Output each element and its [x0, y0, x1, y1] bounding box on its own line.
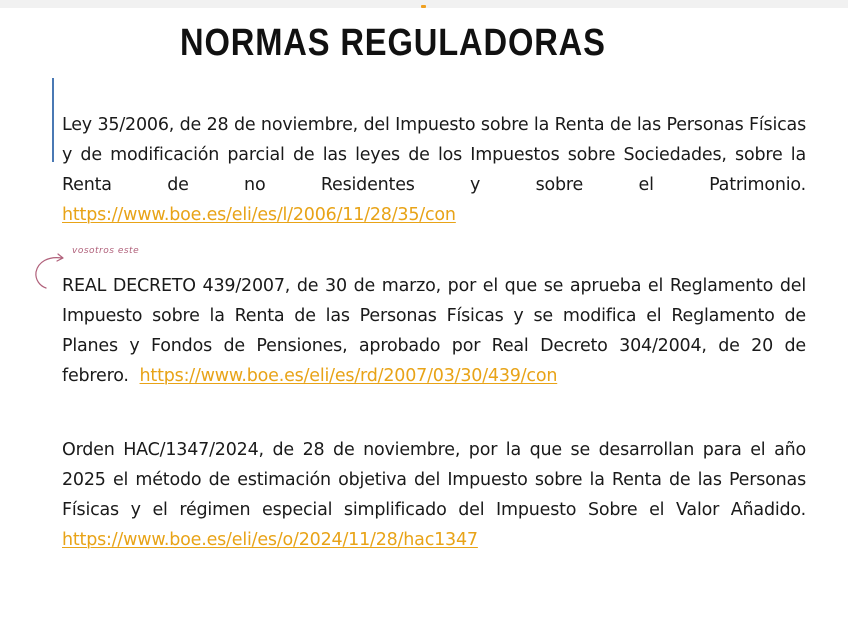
law-paragraph-ley-35-2006: [62, 110, 806, 230]
law-paragraph-orden-hac-1347-2024: [62, 435, 806, 555]
boe-link-orden-hac-1347-2024[interactable]: https://www.boe.es/eli/es/o/2024/11/28/hac1347: [62, 530, 478, 550]
law-text: REAL DECRETO 439/2007, de 30 de marzo, por el que se aprueba el Reglamento del Impuesto sobre la Renta de las Personas Físicas y se modifica el Reglamento de Planes y Fondos de Pensiones, aprobado por Real Decreto 304/2004, de 20 de febrero.: [62, 276, 806, 386]
law-paragraph-rd-439-2007: [62, 271, 806, 391]
law-text: Ley 35/2006, de 28 de noviembre, del Impuesto sobre la Renta de las Personas Físicas y de modificación parcial de las leyes de los Impuestos sobre Sociedades, sobre la Renta de no Residentes y sobre el Patrimonio.: [62, 115, 806, 195]
boe-link-ley-35-2006[interactable]: https://www.boe.es/eli/es/l/2006/11/28/35/con: [62, 205, 456, 225]
boe-link-rd-439-2007[interactable]: https://www.boe.es/eli/es/rd/2007/03/30/439/con: [139, 366, 558, 386]
law-text: Orden HAC/1347/2024, de 28 de noviembre, por la que se desarrollan para el año 2025 el método de estimación objetiva del Impuesto sobre la Renta de las Personas Físicas y el régimen especial simplificado del Impuesto Sobre el Valor Añadido.: [62, 440, 806, 520]
page-title: NORMAS REGULADORAS: [180, 22, 606, 64]
handwritten-note: vosotros este: [72, 246, 140, 256]
top-mark: [421, 5, 426, 8]
accent-bar: [52, 78, 54, 162]
